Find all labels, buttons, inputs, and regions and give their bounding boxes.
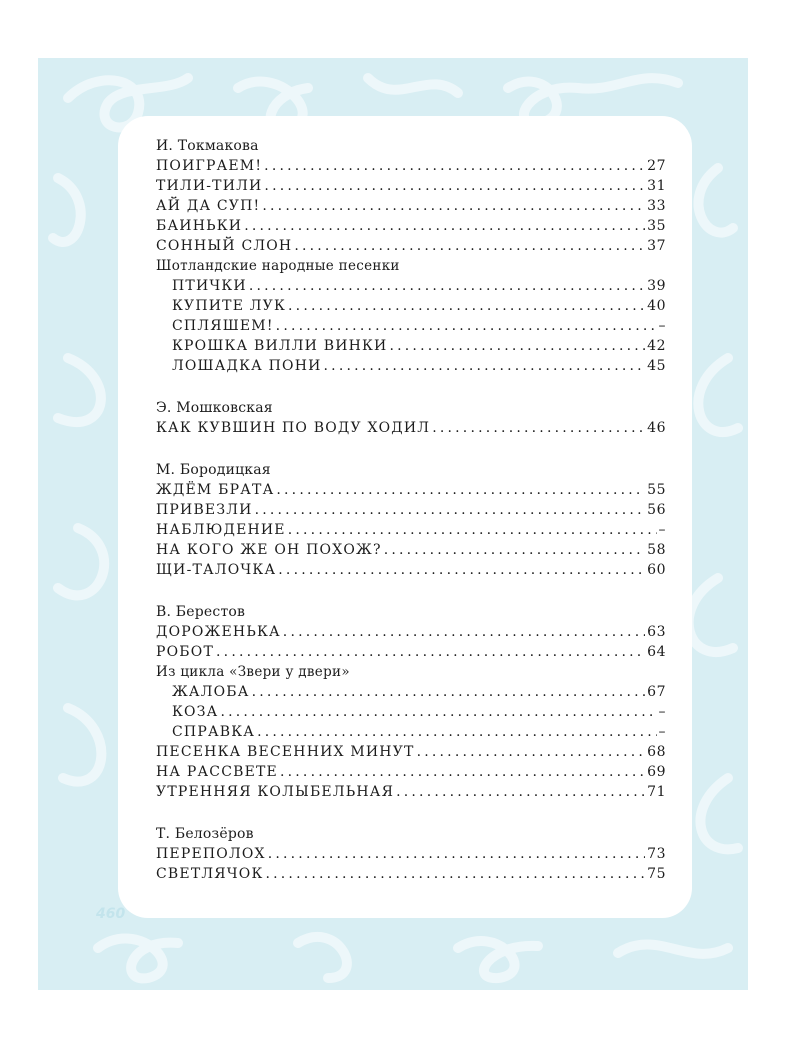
entry-page-number: 67 [647,684,666,700]
author-name: М. Бородицкая [156,462,271,478]
dot-leader [257,722,656,742]
toc-entry[interactable] [156,560,666,580]
toc-entry[interactable] [156,622,666,642]
entry-title: СПЛЯШЕМ! [172,318,274,334]
toc-entry[interactable] [156,702,666,722]
entry-page-number: – [658,318,666,334]
entry-page-number: 35 [647,218,666,234]
entry-page-number: 63 [647,624,666,640]
author-name: Т. Белозёров [156,826,254,842]
entry-page-number: – [658,704,666,720]
dot-leader [278,560,645,580]
dot-leader [255,500,646,520]
author-name: В. Берестов [156,604,246,620]
entry-title: КАК КУВШИН ПО ВОДУ ХОДИЛ [156,420,431,436]
dot-leader [324,356,646,376]
entry-page-number: 46 [647,420,666,436]
entry-page-number: 39 [647,278,666,294]
entry-page-number: – [658,522,666,538]
dot-leader [283,622,645,642]
entry-title: АЙ ДА СУП! [156,198,261,214]
entry-title: НАБЛЮДЕНИЕ [156,522,286,538]
entry-title: ПОИГРАЕМ! [156,158,263,174]
dot-leader [265,864,645,884]
entry-title: ТИЛИ-ТИЛИ [156,178,263,194]
dot-leader [268,844,645,864]
dot-leader [252,682,646,702]
toc-entry[interactable] [156,762,666,782]
entry-title: ЩИ-ТАЛОЧКА [156,562,277,578]
toc-entry[interactable] [156,176,666,196]
entry-title: ПЕРЕПОЛОХ [156,846,266,862]
entry-title: НА КОГО ЖЕ ОН ПОХОЖ? [156,542,382,558]
toc-entry[interactable] [156,722,666,742]
dot-leader [288,520,657,540]
toc-entry[interactable] [156,742,666,762]
entry-page-number: 60 [647,562,666,578]
dot-leader [276,316,657,336]
entry-page-number: 69 [647,764,666,780]
toc-entry[interactable] [156,480,666,500]
toc-entry[interactable] [156,316,666,336]
dot-leader [280,762,645,782]
entry-title: ДОРОЖЕНЬКА [156,624,281,640]
toc-entry[interactable] [156,336,666,356]
dot-leader [216,642,645,662]
author-name: Э. Мошковская [156,400,273,416]
entry-page-number: 73 [647,846,666,862]
dot-leader [288,296,645,316]
dot-leader [264,156,645,176]
toc-entry[interactable] [156,864,666,884]
entry-page-number: 68 [647,744,666,760]
entry-title: ЖАЛОБА [172,684,250,700]
entry-title: КРОШКА ВИЛЛИ ВИНКИ [172,338,388,354]
toc-entry[interactable] [156,642,666,662]
entry-page-number: 42 [647,338,666,354]
section-gap [156,802,666,824]
toc-entry[interactable] [156,356,666,376]
entry-title: НА РАССВЕТЕ [156,764,278,780]
entry-page-number: 75 [647,866,666,882]
dot-leader [432,418,645,438]
entry-page-number: 55 [647,482,666,498]
author-name: И. Токмакова [156,138,259,154]
section-gap [156,438,666,460]
dot-leader [396,782,645,802]
subgroup-label: Из цикла «Звери у двери» [156,664,350,680]
entry-title: СВЕТЛЯЧОК [156,866,264,882]
page-number: 460 [96,906,126,922]
table-of-contents [156,136,666,884]
dot-leader [384,540,645,560]
toc-entry[interactable] [156,156,666,176]
toc-entry[interactable] [156,296,666,316]
subgroup-label: Шотландские народные песенки [156,258,400,274]
entry-page-number: 56 [647,502,666,518]
toc-entry[interactable] [156,782,666,802]
toc-entry[interactable] [156,196,666,216]
dot-leader [276,480,645,500]
entry-title: ПЕСЕНКА ВЕСЕННИХ МИНУТ [156,744,415,760]
dot-leader [262,196,645,216]
entry-page-number: 58 [647,542,666,558]
entry-title: КОЗА [172,704,219,720]
toc-entry[interactable] [156,844,666,864]
entry-page-number: 33 [647,198,666,214]
entry-page-number: 71 [647,784,666,800]
entry-title: БАИНЬКИ [156,218,243,234]
toc-entry[interactable] [156,216,666,236]
entry-page-number: 40 [647,298,666,314]
toc-entry[interactable] [156,418,666,438]
entry-page-number: – [658,724,666,740]
section-gap [156,580,666,602]
toc-entry[interactable] [156,540,666,560]
toc-entry[interactable] [156,520,666,540]
entry-title: РОБОТ [156,644,215,660]
toc-entry[interactable] [156,500,666,520]
toc-entry[interactable] [156,236,666,256]
entry-title: КУПИТЕ ЛУК [172,298,287,314]
dot-leader [249,276,645,296]
entry-title: СОННЫЙ СЛОН [156,238,293,254]
section-gap [156,376,666,398]
dot-leader [220,702,656,722]
entry-title: ЖДЁМ БРАТА [156,482,275,498]
entry-title: ЛОШАДКА ПОНИ [172,358,322,374]
dot-leader [389,336,645,356]
entry-title: УТРЕННЯЯ КОЛЫБЕЛЬНАЯ [156,784,395,800]
entry-title: СПРАВКА [172,724,256,740]
entry-title: ПРИВЕЗЛИ [156,502,253,518]
dot-leader [294,236,645,256]
toc-entry[interactable] [156,682,666,702]
entry-page-number: 27 [647,158,666,174]
entry-title: ПТИЧКИ [172,278,247,294]
entry-page-number: 64 [647,644,666,660]
toc-entry[interactable] [156,276,666,296]
dot-leader [264,176,645,196]
entry-page-number: 37 [647,238,666,254]
dot-leader [244,216,645,236]
entry-page-number: 45 [647,358,666,374]
entry-page-number: 31 [647,178,666,194]
dot-leader [417,742,646,762]
